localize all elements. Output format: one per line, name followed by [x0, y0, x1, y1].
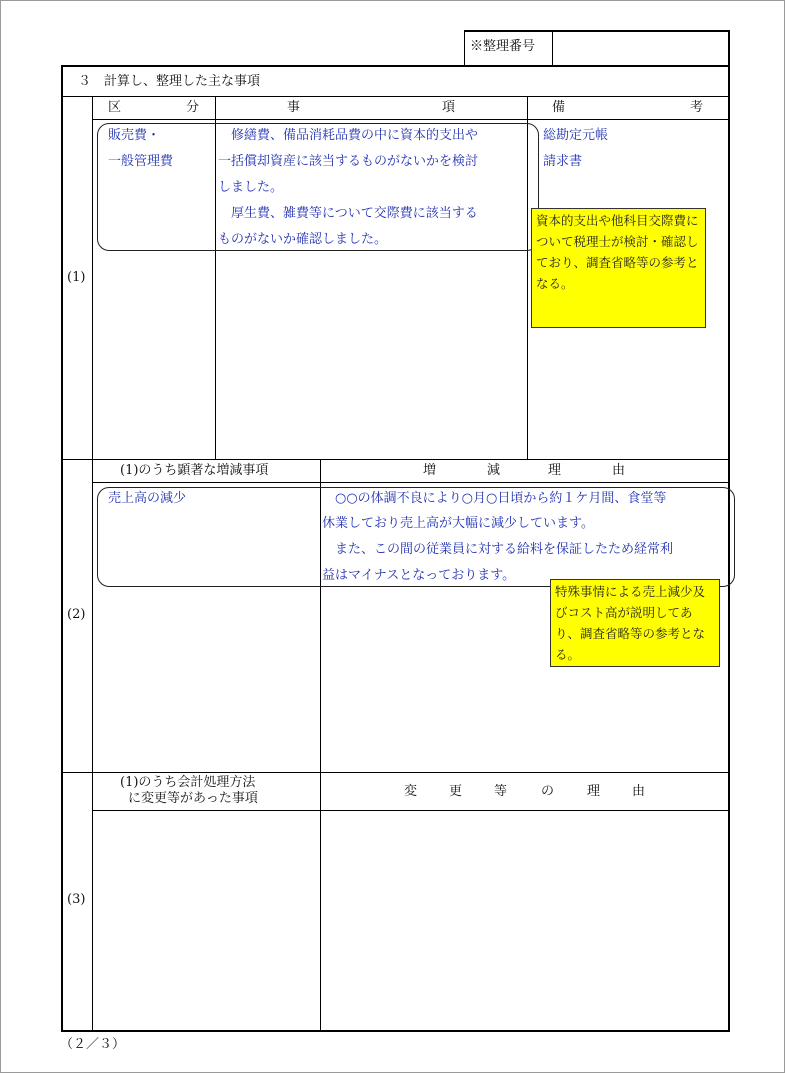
table3-header-right-4: の	[541, 784, 555, 799]
seiri-box-top	[464, 30, 730, 32]
table3-header-right-5: 理	[587, 784, 601, 799]
table1-biko-line-1: 総勘定元帳	[543, 128, 609, 143]
table2-header-left: (1)のうち顕著な増減事項	[120, 463, 269, 478]
table1-row-label: (1)	[67, 270, 86, 285]
table2-note-callout: 特殊事情による売上減少及びコスト高が説明してあり、調査省略等の参考となる。	[550, 579, 720, 667]
section-title: ３ 計算し、整理した主な事項	[78, 74, 261, 89]
table1-header-jikou-2: 項	[442, 100, 456, 115]
table1-header-divider	[92, 119, 730, 120]
table2-header-right-1: 増	[423, 463, 437, 478]
table3-row-label: (3)	[67, 892, 86, 907]
table1-header-kubun-2: 分	[186, 100, 200, 115]
table2-row-label: (2)	[67, 607, 86, 622]
table1-jikou-line-4: 厚生費、雑費等について交際費に該当する	[218, 206, 478, 221]
table1-note-callout: 資本的支出や他科目交際費について税理士が検討・確認しており、調査省略等の参考となる。	[531, 208, 706, 328]
table3-header-left-line-1: (1)のうち会計処理方法	[120, 775, 256, 790]
table2-right-line-1: ○○の体調不良により○月○日頃から約１ケ月間、食堂等	[322, 491, 667, 506]
table3-header-right-3: 等	[494, 784, 508, 799]
table1-jikou-line-2: 一括償却資産に該当するものがないかを検討	[218, 154, 479, 169]
table3-header-left-line-2: に変更等があった事項	[128, 791, 258, 806]
table2-left-line-1: 売上高の減少	[108, 491, 187, 506]
table1-jikou-line-1: 修繕費、備品消耗品費の中に資本的支出や	[218, 128, 479, 143]
table1-highlight-frame	[97, 123, 539, 251]
table1-bottom-line	[61, 459, 730, 460]
table1-kubun-line-1: 販売費・	[108, 128, 161, 143]
row-label-column-line	[92, 96, 93, 1031]
table1-jikou-line-5: ものがないか確認しました。	[218, 232, 388, 247]
table1-jikou-line-3: しました。	[218, 180, 284, 195]
table3-header-divider	[92, 810, 730, 811]
table2-header-right-3: 理	[548, 463, 562, 478]
table2-right-line-2: 休業しており売上高が大幅に減少しています。	[322, 516, 594, 531]
seiri-box-left	[464, 30, 465, 66]
table2-header-right-2: 減	[487, 463, 501, 478]
table1-header-jikou-1: 事	[287, 100, 301, 115]
table2-header-divider	[92, 482, 730, 483]
table2-highlight-frame	[97, 487, 735, 587]
frame-top	[61, 65, 730, 67]
seiri-label: ※整理番号	[470, 39, 536, 54]
table1-header-biko-2: 考	[690, 100, 704, 115]
section-title-divider	[61, 96, 730, 97]
table3-header-right-2: 更	[449, 784, 463, 799]
table1-kubun-line-2: 一般管理費	[108, 154, 174, 169]
table2-header-right-4: 由	[612, 463, 626, 478]
table2-right-line-4: 益はマイナスとなっております。	[322, 568, 516, 583]
table3-header-right-1: 変	[404, 784, 418, 799]
frame-bottom	[61, 1030, 730, 1032]
table2-right-line-3: また、この間の従業員に対する給料を保証したため経常利	[322, 542, 674, 557]
page-number: （２／３）	[60, 1037, 126, 1052]
table1-header-kubun-1: 区	[108, 100, 122, 115]
table2-bottom-line	[61, 772, 730, 773]
frame-left	[61, 65, 63, 1031]
table1-header-biko-1: 備	[552, 100, 566, 115]
table3-col-divider	[320, 772, 321, 1031]
table1-biko-line-2: 請求書	[543, 154, 583, 169]
table3-header-right-6: 由	[632, 784, 646, 799]
seiri-box-right	[728, 30, 730, 66]
seiri-box-divider	[552, 30, 553, 66]
